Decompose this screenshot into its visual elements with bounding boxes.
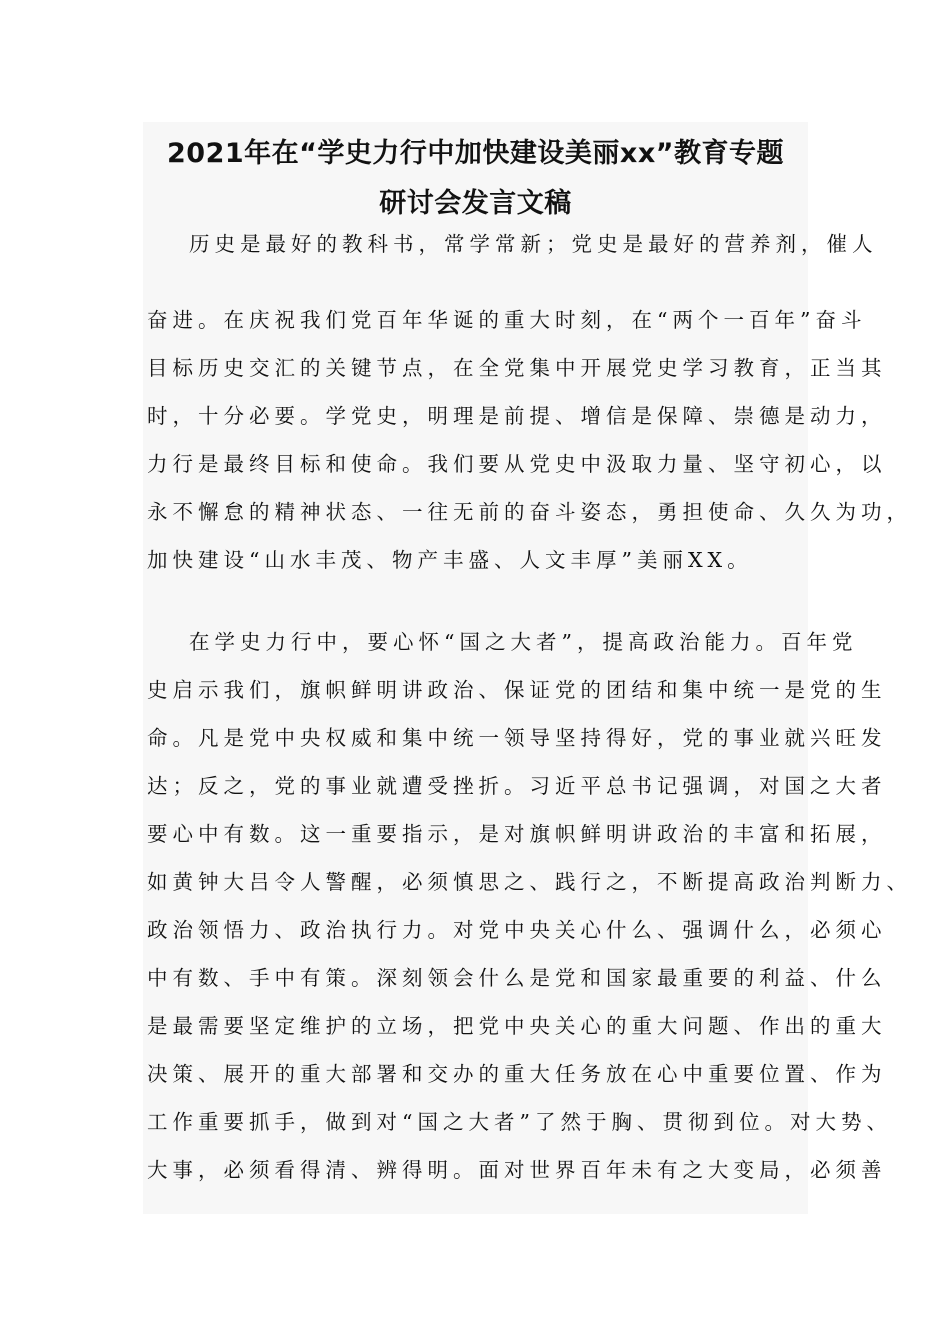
paragraph-1-line: 加快建设“山水丰茂、物产丰盛、人文丰厚”美丽XX。: [147, 548, 753, 572]
paragraph-2-line: 达；反之，党的事业就遭受挫折。习近平总书记强调，对国之大者: [147, 774, 887, 798]
paragraph-2-line: 工作重要抓手，做到对“国之大者”了然于胸、贯彻到位。对大势、: [147, 1110, 892, 1134]
document-body: [143, 122, 912, 1214]
paragraph-2-line: 史启示我们，旗帜鲜明讲政治、保证党的团结和集中统一是党的生: [147, 678, 887, 702]
paragraph-2-line: 如黄钟大吕令人警醒，必须慎思之、践行之，不断提高政治判断力、: [147, 870, 912, 894]
paragraph-1-line: 时，十分必要。学党史，明理是前提、增信是保障、崇德是动力，: [147, 404, 887, 428]
paragraph-2-line: 决策、展开的重大部署和交办的重大任务放在心中重要位置、作为: [147, 1062, 887, 1086]
paragraph-1-line: 历史是最好的教科书，常学常新；党史是最好的营养剂，催人: [189, 232, 878, 256]
paragraph-1-line: 奋进。在庆祝我们党百年华诞的重大时刻，在“两个一百年”奋斗: [147, 308, 867, 332]
document-title-line-1: 2021年在“学史力行中加快建设美丽xx”教育专题: [167, 138, 784, 169]
paragraph-1-line: 目标历史交汇的关键节点，在全党集中开展党史学习教育，正当其: [147, 356, 887, 380]
paragraph-2-line: 中有数、手中有策。深刻领会什么是党和国家最重要的利益、什么: [147, 966, 887, 990]
document-title-line-2: 研讨会发言文稿: [379, 188, 572, 219]
paragraph-2-line: 命。凡是党中央权威和集中统一领导坚持得好，党的事业就兴旺发: [147, 726, 887, 750]
paragraph-2-line: 在学史力行中，要心怀“国之大者”，提高政治能力。百年党: [189, 630, 858, 654]
paragraph-2-line: 要心中有数。这一重要指示，是对旗帜鲜明讲政治的丰富和拓展，: [147, 822, 887, 846]
paragraph-2-line: 政治领悟力、政治执行力。对党中央关心什么、强调什么，必须心: [147, 918, 887, 942]
paragraph-2-line: 是最需要坚定维护的立场，把党中央关心的重大问题、作出的重大: [147, 1014, 887, 1038]
paragraph-1-line: 力行是最终目标和使命。我们要从党史中汲取力量、坚守初心，以: [147, 452, 887, 476]
paragraph-1-line: 永不懈怠的精神状态、一往无前的奋斗姿态，勇担使命、久久为功，: [147, 500, 912, 524]
paragraph-2-line: 大事，必须看得清、辨得明。面对世界百年未有之大变局，必须善: [147, 1158, 887, 1182]
